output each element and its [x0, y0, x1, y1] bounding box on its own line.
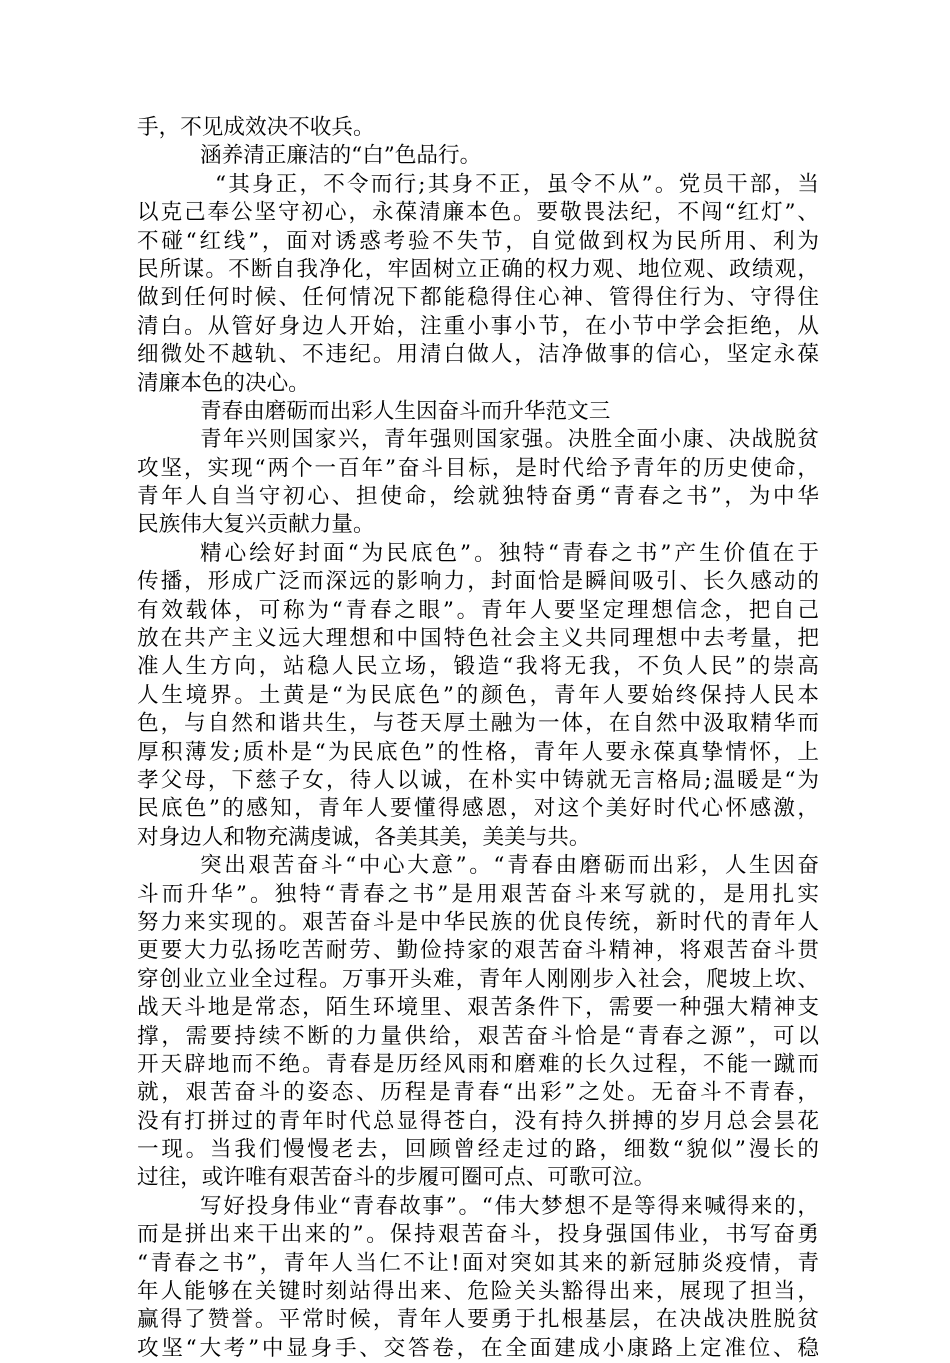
text-line: 而是拼出来干出来的”。保持艰苦奋斗，投身强国伟业，书写奋勇: [137, 1222, 819, 1248]
text-line: 不碰“红线”，面对诱惑考验不失节，自觉做到权为民所用、利为: [137, 228, 819, 254]
text-line: 青年兴则国家兴，青年强则国家强。决胜全面小康、决战脱贫: [200, 427, 819, 453]
text-line: 手，不见成效决不收兵。: [137, 115, 375, 140]
text-line: 精心绘好封面“为民底色”。独特“青春之书”产生价值在于: [200, 540, 819, 566]
text-line: 一现。当我们慢慢老去，回顾曾经走过的路，细数“貌似”漫长的: [137, 1137, 819, 1163]
text-line: 开天辟地而不绝。青春是历经风雨和磨难的长久过程，不能一蹴而: [137, 1051, 819, 1077]
text-line: 孝父母，下慈子女，待人以诚，在朴实中铸就无言格局;温暖是“为: [137, 767, 819, 793]
text-line: 突出艰苦奋斗“中心大意”。“青春由磨砺而出彩，人生因奋: [200, 853, 819, 879]
text-line: 写好投身伟业“青春故事”。“伟大梦想不是等得来喊得来的，: [200, 1193, 819, 1219]
text-line: 撑，需要持续不断的力量供给，艰苦奋斗恰是“青春之源”，可以: [137, 1023, 819, 1049]
text-line: 努力来实现的。艰苦奋斗是中华民族的优良传统，新时代的青年人: [137, 909, 819, 935]
text-line: 涵养清正廉洁的“白”色品行。: [200, 143, 482, 169]
document-body: [137, 114, 819, 1363]
text-line: 民底色”的感知，青年人要懂得感恩，对这个美好时代心怀感激，: [137, 796, 819, 822]
text-line: 细微处不越轨、不违纪。用清白做人，洁净做事的信心，坚定永葆: [137, 342, 819, 368]
text-line: 准人生方向，站稳人民立场，锻造“我将无我，不负人民”的崇高: [137, 654, 819, 680]
text-line: “其身正，不令而行;其身不正，虽令不从”。党员干部，当: [215, 171, 819, 197]
text-line: 厚积薄发;质朴是“为民底色”的性格，青年人要永葆真挚情怀，上: [137, 739, 819, 765]
text-line: 年人能够在关键时刻站得出来、危险关头豁得出来，展现了担当，: [137, 1279, 819, 1305]
text-line: 民所谋。不断自我净化，牢固树立正确的权力观、地位观、政绩观，: [137, 256, 819, 282]
text-line: 做到任何时候、任何情况下都能稳得住心神、管得住行为、守得住: [137, 285, 819, 311]
text-line: 就，艰苦奋斗的姿态、历程是青春“出彩”之处。无奋斗不青春，: [137, 1080, 819, 1106]
text-line: 斗而升华”。独特“青春之书”是用艰苦奋斗来写就的，是用扎实: [137, 881, 819, 907]
text-line: 传播，形成广泛而深远的影响力，封面恰是瞬间吸引、长久感动的: [137, 569, 819, 595]
text-line: 青春由磨砺而出彩人生因奋斗而升华范文三: [200, 398, 611, 424]
text-line: 民族伟大复兴贡献力量。: [137, 512, 375, 538]
text-line: 更要大力弘扬吃苦耐劳、勤俭持家的艰苦奋斗精神，将艰苦奋斗贯: [137, 938, 819, 964]
text-line: 攻坚“大考”中显身手、交答卷，在全面建成小康路上定准位、稳: [137, 1335, 819, 1361]
text-line: 战天斗地是常态，陌生环境里、艰苦条件下，需要一种强大精神支: [137, 995, 819, 1021]
text-line: 对身边人和物充满虔诚，各美其美，美美与共。: [137, 824, 591, 850]
text-line: 人生境界。土黄是“为民底色”的颜色，青年人要始终保持人民本: [137, 682, 819, 708]
text-line: 攻坚，实现“两个一百年”奋斗目标，是时代给予青年的历史使命，: [137, 455, 819, 481]
text-line: 清白。从管好身边人开始，注重小事小节，在小节中学会拒绝，从: [137, 313, 819, 339]
text-line: 没有打拼过的青年时代总显得苍白，没有持久拼搏的岁月总会昙花: [137, 1108, 819, 1134]
text-line: 放在共产主义远大理想和中国特色社会主义共同理想中去考量，把: [137, 626, 819, 652]
text-line: 青年人自当守初心、担使命，绘就独特奋勇“青春之书”，为中华: [137, 484, 819, 510]
text-line: 有效载体，可称为“青春之眼”。青年人要坚定理想信念，把自己: [137, 597, 819, 623]
text-line: 过往，或许唯有艰苦奋斗的步履可圈可点、可歌可泣。: [137, 1165, 656, 1191]
text-line: 赢得了赞誉。平常时候，青年人要勇于扎根基层，在决战决胜脱贫: [137, 1307, 819, 1333]
text-line: 色，与自然和谐共生，与苍天厚土融为一体，在自然中汲取精华而: [137, 711, 819, 737]
text-line: 以克己奉公坚守初心，永葆清廉本色。要敬畏法纪，不闯“红灯”、: [137, 200, 819, 226]
text-line: 清廉本色的决心。: [137, 370, 310, 396]
text-line: 穿创业立业全过程。万事开头难，青年人刚刚步入社会，爬坡上坎、: [137, 966, 819, 992]
text-line: “青春之书”，青年人当仁不让!面对突如其来的新冠肺炎疫情，青: [137, 1250, 819, 1276]
